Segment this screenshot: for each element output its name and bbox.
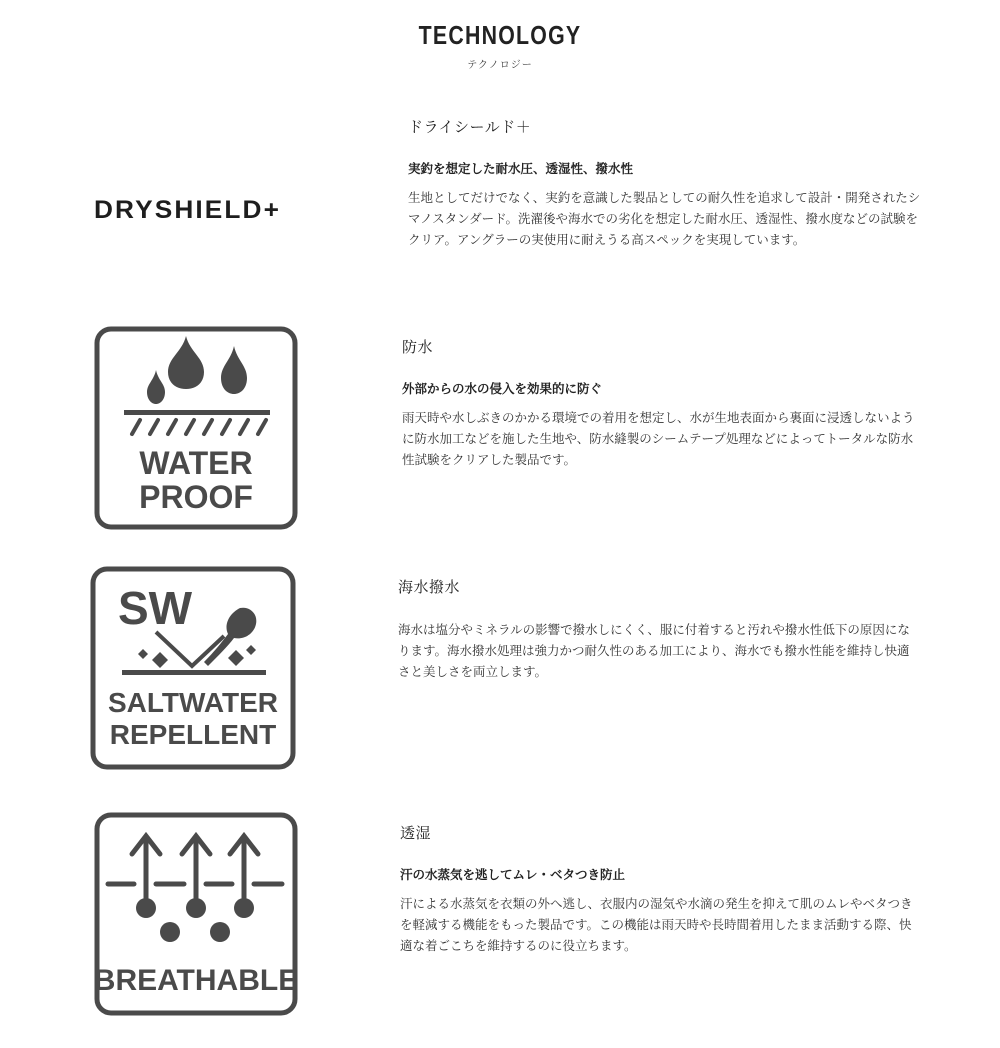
saltwater-text [398,576,918,682]
waterproof-icon [94,326,298,534]
section-body: 汗による水蒸気を衣類の外へ逃し、衣服内の湿気や水滴の発生を抑えて肌のムレやベタつきを軽減する機能をもった製品です。この機能は雨天時や長時間着用したまま活動する際、快適な着ごこちを維持するのに役立ちます。 [400,896,913,953]
saltwater-repellent-icon [90,566,296,774]
dryshield-logo: DRYSHIELD+ [94,196,282,224]
saltwater-icon-label-1: SALTWATER [107,687,279,718]
waterproof-icon-label-2: PROOF [139,479,253,515]
page-title: TECHNOLOGY [418,20,582,50]
section-lead: 外部からの水の侵入を効果的に防ぐ [402,381,603,396]
breathable-text [400,822,920,956]
dryshield-text [408,116,928,250]
section-body: 生地としてだけでなく、実釣を意識した製品としての耐久性を追求して設計・開発されたシマノスタンダード。洗濯後や海水での劣化を想定した耐水圧、透湿性、撥水度などの試験をクリア。アングラーの実使用に耐えうる高スペックを実現しています。 [408,190,921,247]
section-heading: 透湿 [400,824,432,842]
section-lead: 汗の水蒸気を逃してムレ・ベタつき防止 [400,867,626,882]
saltwater-icon-sw: SW [118,582,193,634]
section-heading: 海水撥水 [398,578,461,596]
section-body: 海水は塩分やミネラルの影響で撥水しにくく、服に付着すると汚れや撥水性低下の原因になります。海水撥水処理は強力かつ耐久性のある加工により、海水でも撥水性能を維持し快適さと美しさを両立します。 [398,622,910,679]
section-lead: 実釣を想定した耐水圧、透湿性、撥水性 [408,161,634,176]
breathable-icon-label: BREATHABLE [94,964,298,997]
page-subtitle: テクノロジー [467,60,533,71]
breathable-icon [94,812,298,1020]
section-heading: 防水 [402,338,434,356]
section-heading: ドライシールド＋ [408,118,532,136]
section-body: 雨天時や水しぶきのかかる環境での着用を想定し、水が生地表面から裏面に浸透しないように防水加工などを施した生地や、防水縫製のシームテープ処理などによってトータルな防水性試験をクリアした製品です。 [402,410,915,467]
saltwater-icon-label-2: REPELLENT [109,719,277,750]
waterproof-icon-label-1: WATER [139,445,253,481]
waterproof-text [402,336,922,470]
